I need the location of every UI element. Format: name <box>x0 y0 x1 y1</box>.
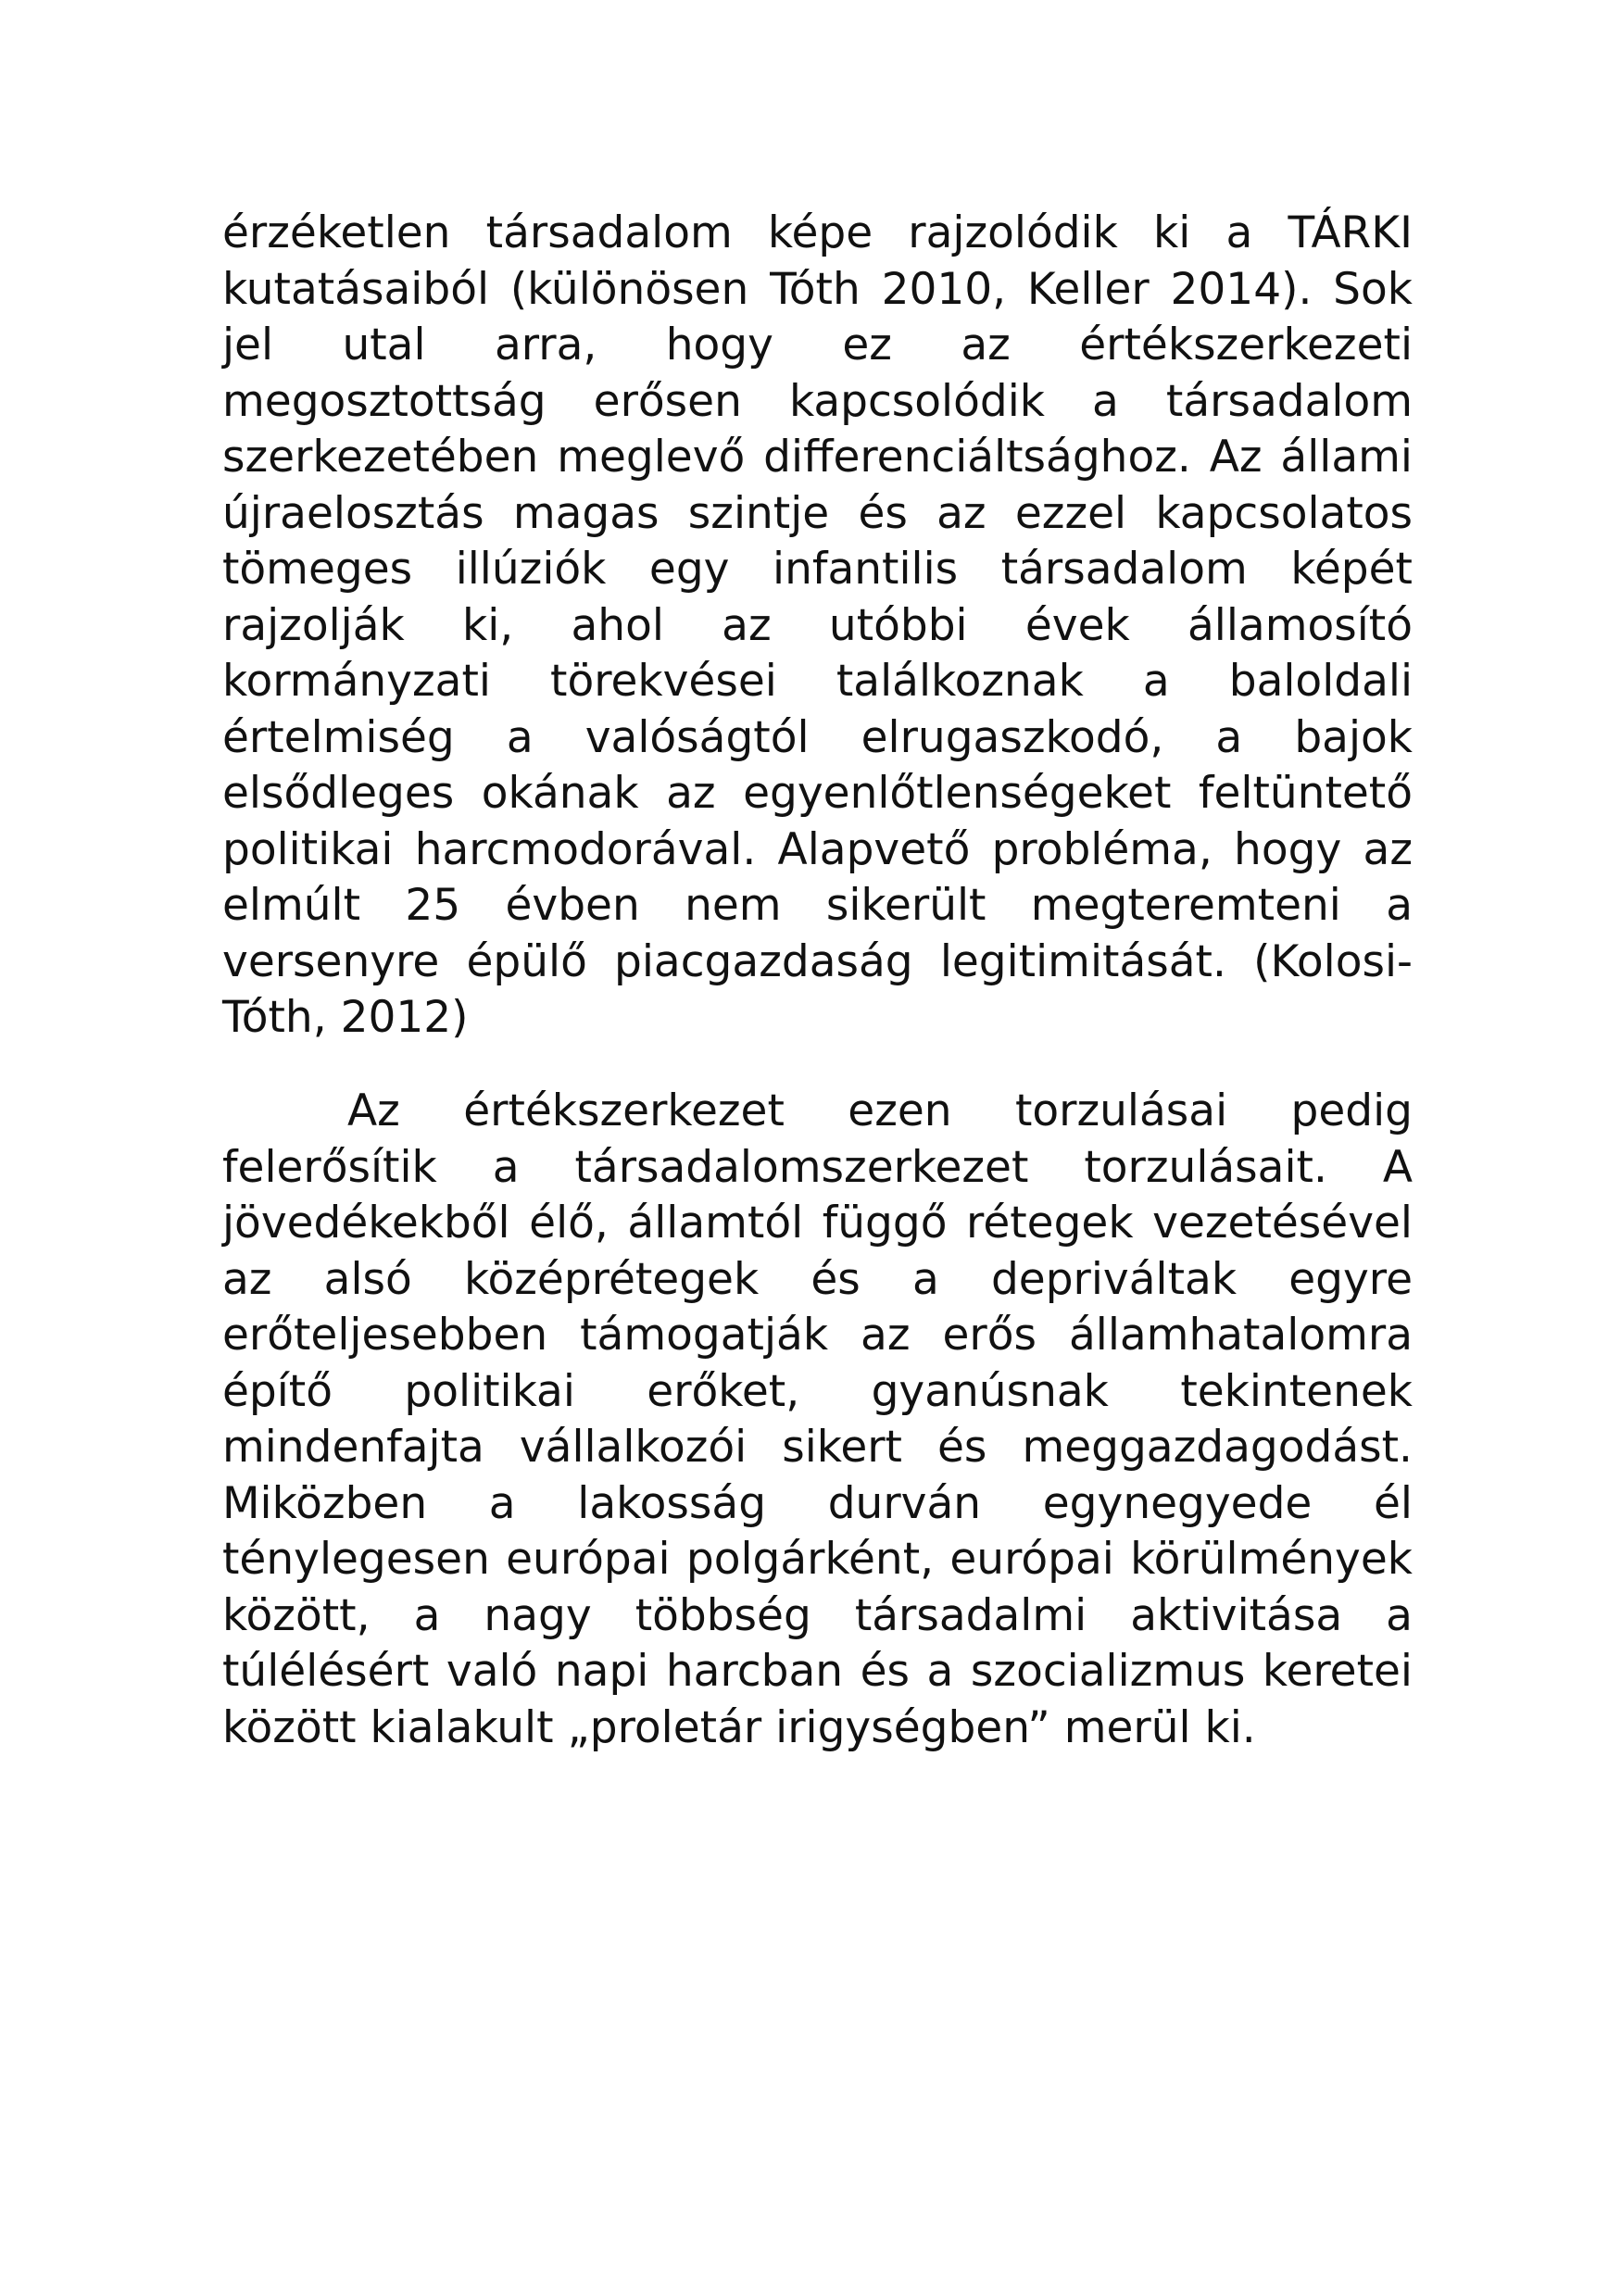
paragraph-2 <box>222 1084 1413 1756</box>
paragraph-1-text: érzéketlen társadalom képe rajzolódik ki a TÁRKI kutatásaiból (különösen Tóth 2010, Keller 2014). Sok jel utal arra, hogy ez az értékszerkezeti megosztottság erősen kapcsolódik a társadalom szerkezetében meglevő differenciáltsághoz. Az állami újraelosztás magas szintje és az ezzel kapcsolatos tömeges illúziók egy infantilis társadalom képét rajzolják ki, ahol az utóbbi évek államosító kormányzati törekvései találkoznak a baloldali értelmiség a valóságtól elrugaszkodó, a bajok elsődleges okának az egyenlőtlenségeket feltüntető politikai harcmodorával. Alapvető probléma, hogy az elmúlt 25 évben nem sikerült megteremteni a versenyre épülő piacgazdaság legitimitását. (Kolosi-Tóth, 2012) <box>222 207 1413 1043</box>
paragraph-2-text: Az értékszerkezet ezen torzulásai pedig felerősítik a társadalomszerkezet torzulásait. A jövedékekből élő, államtól függő rétegek vezetésével az alsó középrétegek és a depriváltak egyre erőteljesebben támogatják az erős államhatalomra építő politikai erőket, gyanúsnak tekintenek mindenfajta vállalkozói sikert és meggazdagodást. Miközben a lakosság durván egynegyede él ténylegesen európai polgárként, európai körülmények között, a nagy többség társadalmi aktivitása a túlélésért való napi harcban és a szocializmus keretei között kialakult „proletár irigységben” merül ki. <box>222 1085 1413 1753</box>
paragraph-1 <box>222 206 1413 1047</box>
